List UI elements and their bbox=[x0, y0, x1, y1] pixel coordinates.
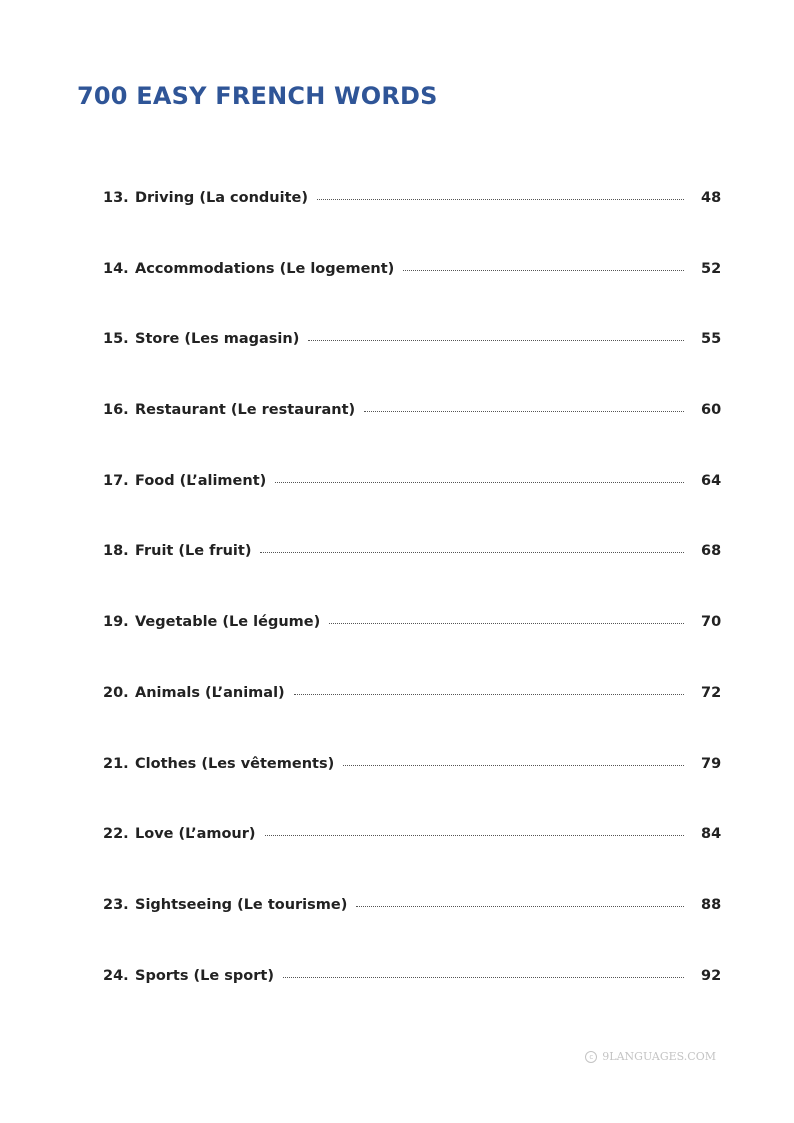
toc-entry-label: Food (L’aliment) bbox=[135, 472, 267, 489]
toc-entry-label: Clothes (Les vêtements) bbox=[135, 755, 335, 772]
toc-entry[interactable] bbox=[103, 260, 722, 332]
table-of-contents bbox=[103, 190, 722, 1038]
toc-entry-label: Store (Les magasin) bbox=[135, 331, 300, 348]
toc-entry-number: 14. bbox=[103, 260, 129, 277]
toc-entry-number: 13. bbox=[103, 190, 129, 206]
toc-entry[interactable] bbox=[103, 331, 722, 402]
toc-entry-label: Sightseeing (Le tourisme) bbox=[135, 896, 348, 913]
toc-entry[interactable] bbox=[103, 472, 722, 544]
toc-entry-number: 24. bbox=[103, 967, 129, 984]
toc-entry-number: 23. bbox=[103, 896, 129, 913]
toc-entry[interactable] bbox=[103, 614, 722, 685]
toc-entry-page: 88 bbox=[701, 896, 722, 913]
toc-entry-label: Fruit (Le fruit) bbox=[135, 543, 252, 560]
toc-entry[interactable] bbox=[103, 755, 722, 827]
toc-entry-label: Sports (Le sport) bbox=[135, 967, 274, 984]
toc-entry-page: 68 bbox=[701, 543, 722, 560]
toc-entry-page: 84 bbox=[701, 826, 722, 843]
toc-entry-number: 16. bbox=[103, 402, 129, 419]
dot-leader bbox=[265, 835, 684, 836]
dot-leader bbox=[283, 977, 684, 978]
toc-entry[interactable] bbox=[103, 190, 722, 261]
toc-entry[interactable] bbox=[103, 402, 722, 473]
toc-entry[interactable] bbox=[103, 826, 722, 897]
toc-entry-label: Restaurant (Le restaurant) bbox=[135, 402, 356, 419]
toc-entry[interactable] bbox=[103, 896, 722, 968]
dot-leader bbox=[403, 270, 684, 271]
toc-entry-number: 18. bbox=[103, 543, 129, 560]
footer-text: 9LANGUAGES.COM bbox=[602, 1050, 716, 1063]
dot-leader bbox=[343, 765, 684, 766]
toc-entry-page: 60 bbox=[701, 402, 722, 419]
dot-leader bbox=[356, 906, 684, 907]
dot-leader bbox=[364, 411, 684, 412]
toc-entry-page: 70 bbox=[701, 614, 722, 631]
toc-entry-number: 21. bbox=[103, 755, 129, 772]
toc-entry-page: 48 bbox=[701, 190, 722, 206]
copyright-icon: c bbox=[585, 1051, 597, 1063]
dot-leader bbox=[260, 552, 684, 553]
dot-leader bbox=[308, 340, 684, 341]
dot-leader bbox=[294, 694, 684, 695]
toc-entry-label: Love (L’amour) bbox=[135, 826, 256, 843]
toc-entry-number: 20. bbox=[103, 684, 129, 701]
toc-entry-number: 19. bbox=[103, 614, 129, 631]
toc-entry-page: 72 bbox=[701, 684, 722, 701]
toc-entry-page: 64 bbox=[701, 472, 722, 489]
toc-entry-page: 79 bbox=[701, 755, 722, 772]
toc-entry-number: 22. bbox=[103, 826, 129, 843]
dot-leader bbox=[317, 199, 684, 200]
page-title: 700 EASY FRENCH WORDS bbox=[77, 82, 438, 110]
toc-entry-label: Animals (L’animal) bbox=[135, 684, 285, 701]
toc-entry-label: Driving (La conduite) bbox=[135, 190, 308, 206]
dot-leader bbox=[275, 482, 684, 483]
toc-entry-label: Vegetable (Le légume) bbox=[135, 614, 321, 631]
toc-entry[interactable] bbox=[103, 684, 722, 756]
dot-leader bbox=[329, 623, 684, 624]
toc-entry-label: Accommodations (Le logement) bbox=[135, 260, 395, 277]
toc-entry-page: 52 bbox=[701, 260, 722, 277]
toc-entry-number: 17. bbox=[103, 472, 129, 489]
toc-entry[interactable] bbox=[103, 967, 722, 1039]
toc-entry-page: 92 bbox=[701, 967, 722, 984]
toc-entry[interactable] bbox=[103, 543, 722, 614]
copyright-footer bbox=[585, 1050, 716, 1063]
toc-entry-page: 55 bbox=[701, 331, 722, 348]
toc-entry-number: 15. bbox=[103, 331, 129, 348]
